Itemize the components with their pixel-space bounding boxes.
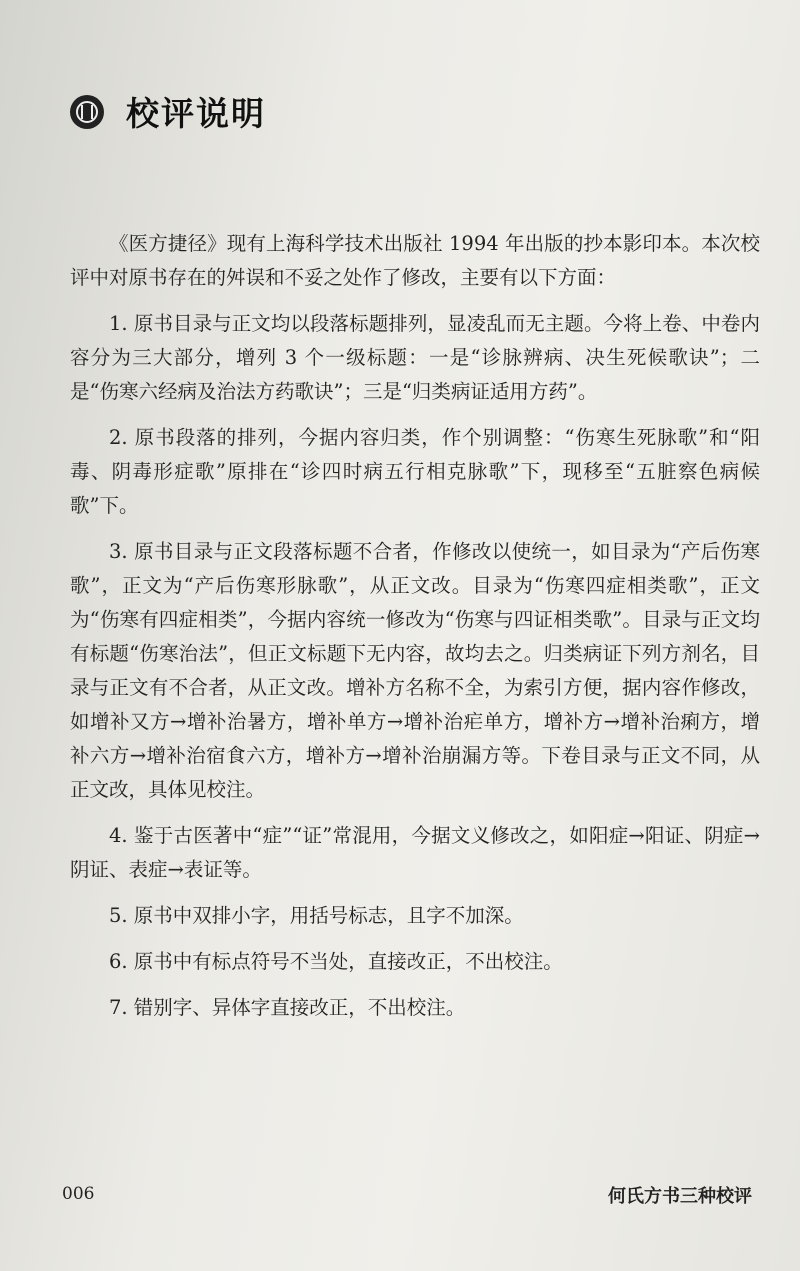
paragraph-item-3: 3. 原书目录与正文段落标题不合者，作修改以使统一，如目录为“产后伤寒歌”，正文为“产后伤寒形脉歌”，从正文改。目录为“伤寒四症相类歌”，正文为“伤寒有四症相类”，今据内容统一修改为“伤寒与四证相类歌”。目录与正文均有标题“伤寒治法”，但正文标题下无内容，故均去之。归类病证下列方剂名，目录与正文有不合者，从正文改。增补方名称不全，为索引方便，据内容作修改，如增补又方→增补治暑方，增补单方→增补治疟单方，增补方→增补治痢方，增补六方→增补治宿食六方，增补方→增补治崩漏方等。下卷目录与正文不同，从正文改，具体见校注。: [70, 540, 760, 801]
body-text: [70, 227, 760, 1037]
paragraph-item-5: 5. 原书中双排小字，用括号标志，且字不加深。: [109, 904, 524, 927]
section-header: [70, 88, 266, 135]
page-title: 校评说明: [126, 94, 266, 133]
paragraph-item-6: 6. 原书中有标点符号不当处，直接改正，不出校注。: [109, 950, 563, 973]
intro-paragraph: 《医方捷径》现有上海科学技术出版社 1994 年出版的抄本影印本。本次校评中对原书存在的舛误和不妥之处作了修改，主要有以下方面：: [70, 232, 760, 289]
running-footer-title: 何氏方书三种校评: [608, 1186, 752, 1207]
paragraph-item-1: 1. 原书目录与正文均以段落标题排列，显凌乱而无主题。今将上卷、中卷内容分为三大部分，增列 3 个一级标题：一是“诊脉辨病、决生死候歌诀”；二是“伤寒六经病及治法方药歌诀”；三是“归类病证适用方药”。: [70, 312, 760, 403]
paragraph-item-4: 4. 鉴于古医著中“症”“证”常混用，今据文义修改之，如阳症→阳证、阴症→阴证、表症→表证等。: [70, 824, 760, 881]
paragraph-item-2: 2. 原书段落的排列，今据内容归类，作个别调整：“伤寒生死脉歌”和“阳毒、阴毒形症歌”原排在“诊四时病五行相克脉歌”下，现移至“五脏察色病候歌”下。: [70, 426, 760, 517]
paragraph-item-7: 7. 错别字、异体字直接改正，不出校注。: [109, 996, 466, 1019]
book-seal-icon: [70, 95, 104, 129]
page-number: 006: [62, 1184, 95, 1204]
